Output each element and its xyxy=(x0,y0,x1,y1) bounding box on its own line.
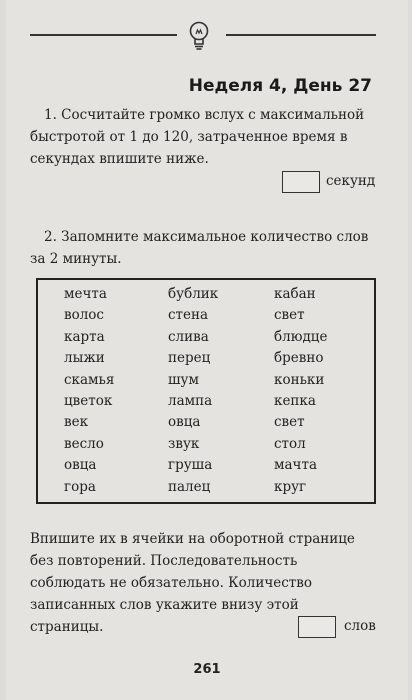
words-answer-box[interactable] xyxy=(298,616,336,638)
word-item: бублик xyxy=(168,286,219,302)
word-item: палец xyxy=(168,478,211,495)
word-item: свет xyxy=(274,307,305,324)
seconds-label: секунд xyxy=(326,173,376,189)
word-item: лыжи xyxy=(64,350,105,367)
instructions-text: Впишите их в ячейки на оборотной странице без повторений. Последовательность соблюдать не обязательно. Количество записанных слов укажите внизу этой страницы. xyxy=(30,531,355,635)
word-item: шум xyxy=(168,371,199,388)
word-item: гора xyxy=(64,478,96,495)
word-item: кабан xyxy=(274,286,316,302)
word-item: овца xyxy=(64,457,97,474)
word-item: цветок xyxy=(64,392,113,409)
header-rule-right xyxy=(226,34,376,36)
word-item: звук xyxy=(168,435,200,452)
word-item: бревно xyxy=(274,350,324,367)
word-item: блюдце xyxy=(274,328,328,345)
word-item: весло xyxy=(64,435,104,452)
word-item: скамья xyxy=(64,371,115,388)
word-column-1 xyxy=(64,284,114,498)
word-item: век xyxy=(64,414,89,431)
word-item: карта xyxy=(64,328,105,345)
seconds-answer-box[interactable] xyxy=(282,171,320,193)
word-item: слива xyxy=(168,328,209,345)
task-2-text: 2. Запомните максимальное количество слов за 2 минуты. xyxy=(30,229,369,267)
word-item: перец xyxy=(168,350,211,367)
word-item: волос xyxy=(64,307,104,324)
word-column-3 xyxy=(274,284,327,498)
words-label: слов xyxy=(344,618,376,634)
page-number: 261 xyxy=(193,662,221,677)
word-item: круг xyxy=(274,478,307,495)
word-table xyxy=(36,278,376,504)
word-item: кепка xyxy=(274,392,316,409)
word-item: мечта xyxy=(64,286,107,302)
word-item: коньки xyxy=(274,371,325,388)
book-page xyxy=(6,0,408,700)
word-item: стена xyxy=(168,307,209,324)
header-rule-left xyxy=(30,34,177,36)
page-heading: Неделя 4, День 27 xyxy=(188,76,372,96)
lightbulb-icon xyxy=(184,18,214,52)
word-item: груша xyxy=(168,457,213,474)
word-item: лампа xyxy=(168,392,213,409)
word-item: мачта xyxy=(274,457,317,474)
word-item: свет xyxy=(274,414,305,431)
task-1-text: 1. Сосчитайте громко вслух с максимальной быстротой от 1 до 120, затраченное время в секундах впишите ниже. xyxy=(30,107,365,167)
word-item: стол xyxy=(274,435,306,452)
word-column-2 xyxy=(168,284,218,498)
word-item: овца xyxy=(168,414,201,431)
